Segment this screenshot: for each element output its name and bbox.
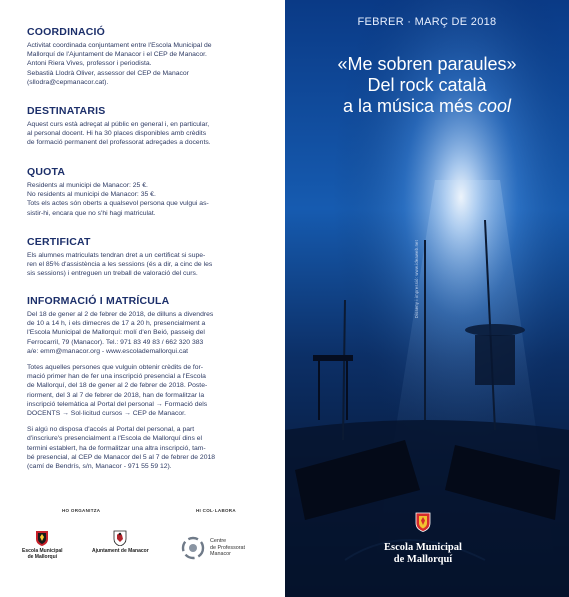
school-name — [363, 542, 483, 566]
text-line: bé presencial, al CEP de Manacor del 5 al 7 de febrer de 2018 — [27, 453, 216, 461]
text-line: de Mallorquí, del 18 de gener al 2 de febrer de 2018. Poste- — [27, 382, 208, 390]
contact-line[interactable]: a/e: emm@manacor.org - www.escolademallorqui.cat — [27, 347, 189, 355]
heading-quota: QUOTA — [27, 166, 66, 178]
cover-panel — [285, 0, 569, 597]
heading-certificat: CERTIFICAT — [27, 236, 91, 248]
text-line: Aquest curs està adreçat al públic en general i, en particular, — [27, 121, 210, 128]
text-line: Activitat coordinada conjuntament entre l'Escola Municipal de — [27, 42, 212, 49]
text-line: Si algú no disposa d'accés al Portal del personal, a part — [27, 426, 195, 434]
text-line: Tots els actes són oberts a qualsevol persona que vulgui as- — [27, 200, 209, 208]
cep-logo-line: Centre — [210, 538, 227, 545]
title-text: a la música més — [342, 96, 478, 116]
section-destinataris — [27, 105, 263, 148]
text-line: Els alumnes matriculats tendran dret a un certificat si supe- — [27, 252, 206, 259]
text-line: d'inscriure's presencialment a l'Escola de Mallorquí dins el — [27, 435, 203, 443]
text-certificat — [27, 251, 263, 279]
cep-circle-icon — [180, 535, 206, 561]
text-line: (camí de Bendrís, s/n, Manacor - 971 55 59 12). — [27, 463, 172, 471]
text-line: inscripció telemàtica al Portal del personal → Formació dels — [27, 400, 208, 408]
title-line: Del rock català — [367, 75, 487, 95]
section-coordinacio — [27, 26, 263, 87]
text-line: Mallorquí de l'Ajuntament de Manacor i el CEP de Manacor. — [27, 51, 207, 59]
escola-logo-line: Escola Municipal — [22, 548, 63, 554]
title-emphasis: cool — [478, 96, 512, 116]
text-line: Antoni Riera Vives, professor i periodista. — [27, 60, 152, 68]
text-destinataris — [27, 120, 263, 148]
cep-logo-line: Manacor — [210, 551, 231, 558]
organitza-label: HO ORGANITZA — [62, 508, 101, 513]
section-matricula — [27, 295, 263, 471]
ajuntament-logo — [92, 530, 149, 554]
text-quota — [27, 181, 263, 218]
cep-logo-line: de Professorat — [210, 544, 246, 551]
cover-title — [285, 54, 569, 117]
text-line: Totes aquelles persones que vulguin obtenir crèdits de for- — [27, 364, 204, 372]
school-name-line: Escola Municipal — [384, 542, 462, 553]
heading-destinataris: DESTINATARIS — [27, 105, 106, 117]
text-line: No residents al municipi de Manacor: 35 €. — [27, 191, 156, 199]
escola-logo-line: de Mallorquí — [27, 554, 58, 560]
ajuntament-logo-text: Ajuntament de Manacor — [92, 548, 149, 554]
info-panel — [0, 0, 284, 597]
text-coordinacio — [27, 41, 263, 87]
escola-emblem-icon — [415, 512, 431, 532]
text-line: sistir-hi, encara que no s'hi hagi matriculat. — [27, 209, 156, 217]
text-matricula-3 — [27, 425, 263, 471]
text-line: riorment, del 3 al 7 de febrer de 2018, han de formalitzar la — [27, 391, 205, 399]
heading-coordinacio: COORDINACIÓ — [27, 26, 106, 38]
escola-shield-icon — [35, 530, 49, 546]
heading-matricula: INFORMACIÓ I MATRÍCULA — [27, 295, 170, 307]
collabora-label: HI COL·LABORA — [196, 508, 236, 513]
text-line: de formació permanent del professorat adreçades a docents. — [27, 139, 211, 147]
text-line: sis sessions) i entreguen un treball de valoració del curs. — [27, 270, 198, 278]
title-line — [285, 96, 569, 117]
text-line: l'Escola Municipal de Mallorquí: molí d'en Beió, passeig del — [27, 329, 205, 337]
section-certificat — [27, 236, 263, 279]
text-line: mació primer han de fer una inscripció presencial a l'Escola — [27, 373, 206, 381]
ajuntament-shield-icon — [113, 530, 127, 546]
text-line: ren el 85% d'assistència a les sessions (és a dir, a cinc de les — [27, 261, 213, 269]
text-matricula-2 — [27, 363, 263, 418]
text-line: DOCENTS → Sol·licitud cursos → CEP de Manacor. — [27, 410, 186, 418]
text-line: Sebastià Llodrà Oliver, assessor del CEP de Manacor — [27, 69, 189, 77]
design-credit: Disseny i impressió: www.ideaweb.net — [414, 240, 419, 319]
school-name-line: de Mallorquí — [393, 554, 453, 565]
title-line: «Me sobren paraules» — [337, 54, 517, 74]
section-quota — [27, 166, 263, 218]
text-line: al personal docent. Hi ha 30 places disponibles amb crèdits — [27, 130, 207, 138]
text-line: Ferrocarril, 79 (Manacor). Tel.: 971 83 49 83 / 662 320 383 — [27, 338, 204, 346]
email-link[interactable]: (sllodra@cepmanacor.cat). — [27, 78, 109, 86]
text-line: de 10 a 14 h, i els dimecres de 17 a 20 h, presencialment a — [27, 320, 206, 328]
event-date: FEBRER · MARÇ DE 2018 — [357, 16, 497, 28]
text-matricula-1 — [27, 310, 263, 356]
text-line: Del 18 de gener al 2 de febrer de 2018, de dilluns a divendres — [27, 311, 214, 318]
text-line: Residents al municipi de Manacor: 25 €. — [27, 182, 148, 189]
cep-logo — [180, 535, 245, 561]
escola-logo — [22, 530, 63, 560]
text-line: termini establert, ha de formalitzar una altra inscripció, tam- — [27, 444, 206, 452]
